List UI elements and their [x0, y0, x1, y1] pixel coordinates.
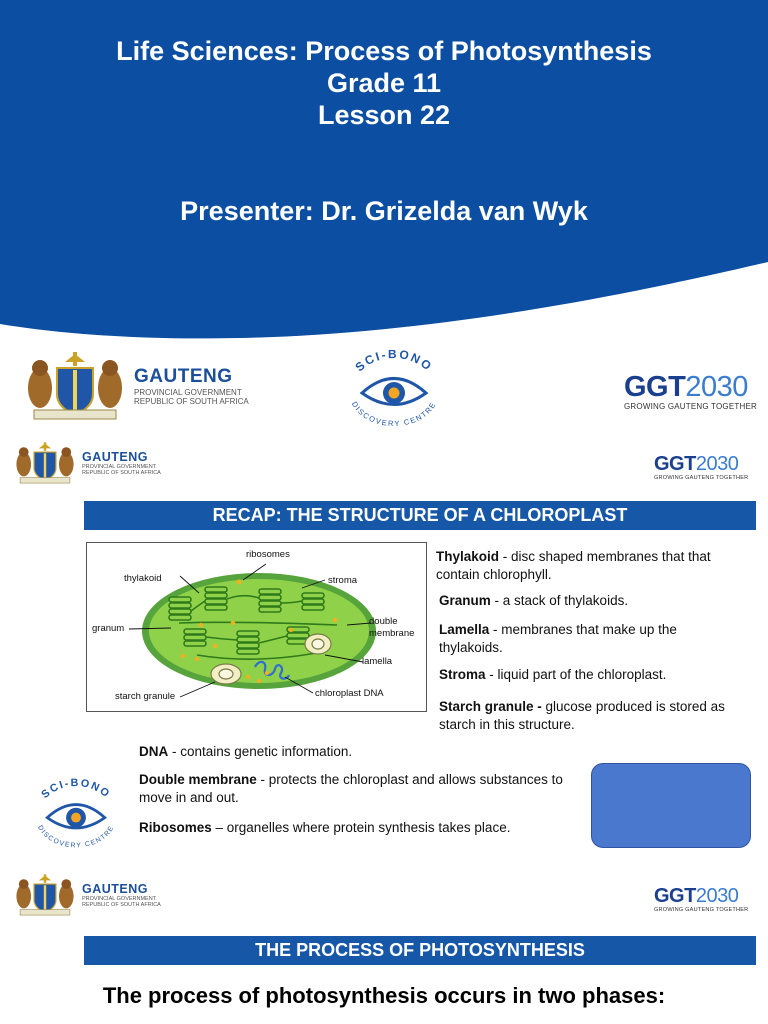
- label-ribosomes: ribosomes: [246, 549, 290, 560]
- definition-starch-granule: Starch granule - glucose produced is stored as starch in this structure.: [439, 699, 725, 732]
- label-lamella: lamella: [362, 656, 393, 667]
- gauteng-subtitle-2: REPUBLIC OF SOUTH AFRICA: [82, 902, 161, 908]
- title-line-grade: Grade 11: [326, 68, 442, 98]
- scibono-bottom-text: DISCOVERY CENTRE: [36, 824, 116, 850]
- coat-of-arms-icon: [14, 440, 76, 486]
- gauteng-logo-small: [14, 440, 161, 486]
- title-line-lesson: Lesson 22: [317, 100, 451, 130]
- definition-ribosomes: Ribosomes – organelles where protein synthesis takes place.: [139, 820, 511, 835]
- recap-section-bar: RECAP: THE STRUCTURE OF A CHLOROPLAST: [84, 501, 756, 530]
- svg-text:SCI-BONO: [352, 350, 435, 374]
- ggt-tagline: GROWING GAUTENG TOGETHER: [624, 402, 757, 411]
- gauteng-title: GAUTENG: [82, 881, 148, 896]
- label-chloroplast-dna: chloroplast DNA: [315, 688, 384, 699]
- photosynthesis-section-bar: THE PROCESS OF PHOTOSYNTHESIS: [84, 936, 756, 965]
- ggt-text: GGT: [654, 453, 696, 475]
- label-double-membrane-2: membrane: [369, 628, 415, 639]
- definition-double-membrane: Double membrane - protects the chloroplast and allows substances to move in and out.: [139, 772, 563, 805]
- gauteng-subtitle-2: REPUBLIC OF SOUTH AFRICA: [134, 397, 249, 406]
- ggt-tagline: GROWING GAUTENG TOGETHER: [654, 907, 749, 913]
- scibono-logo: [334, 350, 454, 433]
- gauteng-subtitle-1: PROVINCIAL GOVERNMENT: [82, 463, 157, 470]
- gauteng-logo: [24, 350, 249, 422]
- coat-of-arms-icon: [24, 350, 126, 422]
- title-line-subject: Life Sciences: Process of Photosynthesis: [116, 36, 652, 66]
- definition-dna: DNA - contains genetic information.: [139, 744, 353, 759]
- coat-of-arms-icon: [14, 872, 76, 918]
- ggt-text: GGT: [624, 371, 686, 403]
- gauteng-logo-small-2: [14, 872, 161, 918]
- gauteng-title: GAUTENG: [82, 449, 148, 464]
- ggt2030-logo: [624, 372, 757, 411]
- presenter-name: Presenter: Dr. Grizelda van Wyk: [180, 196, 588, 226]
- gauteng-subtitle-2: REPUBLIC OF SOUTH AFRICA: [82, 470, 161, 476]
- ggt-tagline: GROWING GAUTENG TOGETHER: [654, 475, 749, 481]
- label-starch-granule: starch granule: [115, 691, 176, 702]
- scibono-bottom-text: DISCOVERY CENTRE: [349, 399, 439, 428]
- ggt-text: GGT: [654, 885, 696, 907]
- ggt-year: 2030: [695, 885, 739, 907]
- definition-granum: Granum - a stack of thylakoids.: [439, 593, 629, 608]
- svg-text:SCI-BONO: [39, 778, 112, 801]
- gauteng-title: GAUTENG: [134, 365, 233, 387]
- definition-stroma: Stroma - liquid part of the chloroplast.: [439, 667, 667, 682]
- scibono-top-text: SCI-BONO: [352, 350, 436, 375]
- ggt-year: 2030: [685, 371, 748, 403]
- label-stroma: stroma: [328, 575, 358, 586]
- phases-heading: The process of photosynthesis occurs in two phases:: [102, 983, 666, 1008]
- label-granum: granum: [92, 623, 125, 634]
- definition-lamella: Lamella - membranes that make up the thylakoids.: [439, 622, 677, 655]
- scibono-top-text: SCI-BONO: [39, 778, 113, 801]
- definition-thylakoid: Thylakoid - disc shaped membranes that that contain chlorophyll.: [436, 549, 711, 582]
- scibono-logo-small: [22, 778, 130, 855]
- chloroplast-diagram: [86, 542, 427, 712]
- blank-blue-box: [591, 763, 751, 848]
- scibono-eye-icon: [334, 350, 454, 428]
- ggt2030-logo-small: [654, 454, 748, 481]
- label-thylakoid: thylakoid: [124, 573, 162, 584]
- scibono-eye-icon: [22, 778, 130, 850]
- ggt-year: 2030: [695, 453, 739, 475]
- title-banner: [0, 0, 768, 345]
- ggt2030-logo-small-2: [654, 886, 748, 913]
- label-double-membrane-1: double: [369, 616, 398, 627]
- gauteng-subtitle-1: PROVINCIAL GOVERNMENT: [82, 895, 157, 902]
- gauteng-subtitle-1: PROVINCIAL GOVERNMENT: [134, 387, 242, 397]
